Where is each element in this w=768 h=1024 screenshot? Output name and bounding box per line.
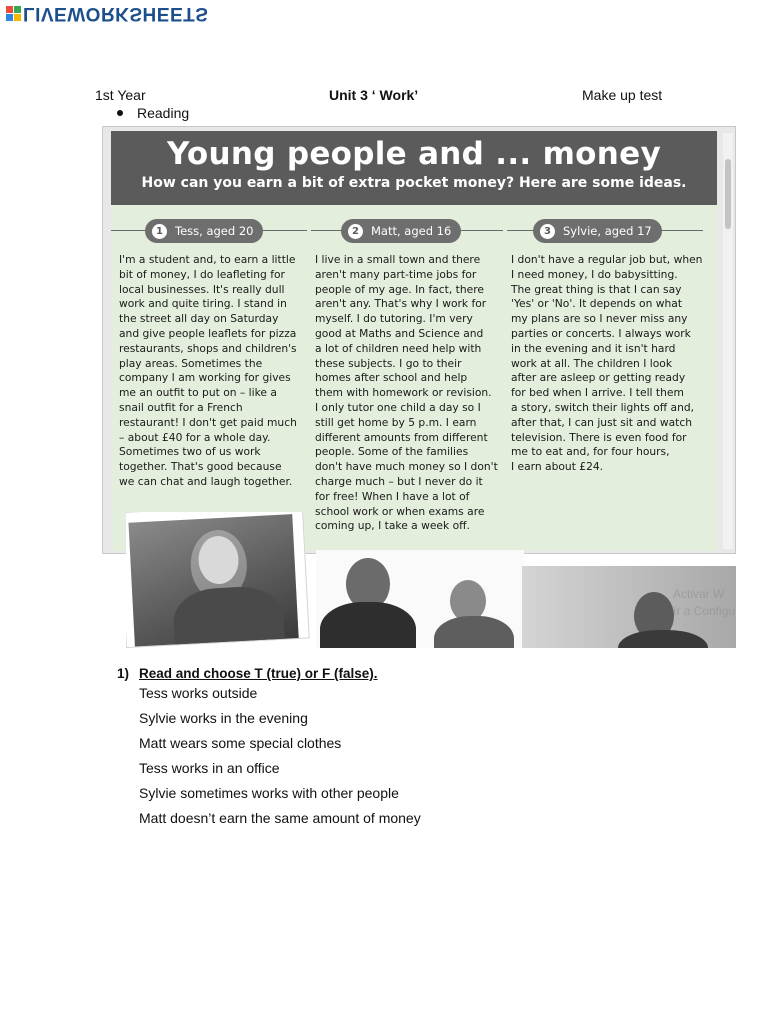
question-item: Sylvie sometimes works with other people bbox=[139, 785, 399, 801]
column-matt bbox=[315, 219, 505, 534]
person-body-shape bbox=[172, 585, 286, 647]
text-line: local businesses. It's really dull bbox=[119, 282, 285, 296]
liveworksheets-logo bbox=[6, 3, 208, 23]
question-item: Matt wears some special clothes bbox=[139, 735, 342, 751]
photo-matt bbox=[316, 550, 524, 648]
text-line: aren't many part-time jobs for bbox=[315, 267, 477, 281]
text-line: homes after school and help bbox=[315, 371, 468, 385]
logo-block-blue bbox=[6, 14, 13, 21]
text-line: after that, I can just sit and watch bbox=[511, 415, 692, 429]
text-line: I live in a small town and there bbox=[315, 253, 481, 266]
text-line: school work or when exams are bbox=[315, 504, 485, 518]
column-text bbox=[119, 253, 309, 490]
person-name: Sylvie, aged 17 bbox=[563, 224, 652, 238]
panel-scrollbar[interactable] bbox=[723, 133, 733, 549]
text-line: work and quite tiring. I stand in bbox=[119, 297, 287, 311]
logo-block-red bbox=[6, 6, 13, 13]
text-line: The great thing is that I can say bbox=[511, 282, 682, 296]
question-list bbox=[139, 686, 421, 836]
text-line: I don't have a regular job but, when bbox=[511, 253, 703, 266]
photo-tess bbox=[126, 512, 310, 648]
text-line: a story, switch their lights off and, bbox=[511, 400, 695, 414]
question-item: Sylvie works in the evening bbox=[139, 710, 308, 726]
text-line: we can chat and laugh together. bbox=[119, 474, 293, 488]
text-line: charge much – but I never do it bbox=[315, 474, 483, 488]
column-header bbox=[119, 219, 309, 243]
question-item: Tess works in an office bbox=[139, 760, 280, 776]
text-line: 'Yes' or 'No'. It depends on what bbox=[511, 297, 683, 311]
scrollbar-thumb[interactable] bbox=[725, 159, 731, 229]
logo-blocks-icon bbox=[6, 6, 21, 21]
text-line: I only tutor one child a day so I bbox=[315, 400, 481, 414]
text-line: for bed when I arrive. I tell them bbox=[511, 386, 684, 400]
text-line: coming up, I take a week off. bbox=[315, 519, 470, 533]
watermark-line: Activar W bbox=[673, 587, 725, 601]
section-label: Reading bbox=[137, 105, 190, 121]
logo-block-yellow bbox=[14, 14, 21, 21]
text-line: Sometimes two of us work bbox=[119, 445, 261, 459]
question-number: 1) bbox=[117, 666, 130, 681]
photo-strip bbox=[126, 512, 736, 648]
column-text bbox=[315, 253, 505, 534]
text-line: restaurants, shops and children's bbox=[119, 341, 297, 355]
text-line: – about £40 for a whole day. bbox=[119, 430, 271, 444]
person-label-pill bbox=[145, 219, 263, 243]
text-line: me to eat and, for four hours, bbox=[511, 445, 670, 459]
article-body bbox=[111, 131, 717, 551]
text-line: play areas. Sometimes the bbox=[119, 356, 263, 370]
text-line: I need money, I do babysitting. bbox=[511, 267, 678, 281]
activation-watermark bbox=[673, 586, 735, 620]
text-line: snail outfit for a French bbox=[119, 400, 243, 414]
logo-block-green bbox=[14, 6, 21, 13]
number-badge: 3 bbox=[540, 224, 555, 239]
column-tess bbox=[119, 219, 309, 490]
logo-text: LIVEWORKSHEETS bbox=[23, 3, 209, 24]
article-subtitle: How can you earn a bit of extra pocket money? Here are some ideas. bbox=[141, 175, 687, 191]
person-label-pill bbox=[533, 219, 662, 243]
person-name: Tess, aged 20 bbox=[175, 224, 254, 238]
text-line: good at Maths and Science and bbox=[315, 326, 484, 340]
text-line: aren't any. That's why I work for bbox=[315, 297, 487, 311]
text-line: my plans are so I never miss any bbox=[511, 312, 688, 326]
text-line: them with homework or revision. bbox=[315, 386, 492, 400]
person-label-pill bbox=[341, 219, 461, 243]
question-heading bbox=[117, 666, 378, 681]
text-line: company I am working for gives bbox=[119, 371, 291, 385]
article-title: Young people and ... money bbox=[167, 136, 661, 172]
text-line: I'm a student and, to earn a little bbox=[119, 253, 296, 266]
person-name: Matt, aged 16 bbox=[371, 224, 452, 238]
bullet-icon bbox=[117, 110, 123, 116]
text-line: together. That's good because bbox=[119, 460, 282, 474]
text-line: these subjects. I go to their bbox=[315, 356, 462, 370]
header-test-type: Make up test bbox=[582, 87, 663, 103]
text-line: for free! When I have a lot of bbox=[315, 489, 470, 503]
article-banner bbox=[111, 131, 717, 205]
photo-tess-image bbox=[128, 514, 298, 646]
person-body-shape bbox=[320, 602, 416, 648]
question-item: Matt doesn’t earn the same amount of money bbox=[139, 810, 421, 826]
text-line: still get home by 5 p.m. I earn bbox=[315, 415, 477, 429]
person-body-shape bbox=[618, 630, 708, 648]
question-item: Tess works outside bbox=[139, 685, 258, 701]
worksheet-header bbox=[0, 87, 768, 105]
text-line: bit of money, I do leafleting for bbox=[119, 267, 285, 281]
person-body-shape bbox=[434, 616, 514, 648]
text-line: myself. I do tutoring. I'm very bbox=[315, 312, 473, 326]
text-line: I earn about £24. bbox=[511, 460, 604, 474]
text-line: don't have much money so I don't bbox=[315, 460, 498, 474]
number-badge: 2 bbox=[348, 224, 363, 239]
header-unit-title: Unit 3 ‘ Work’ bbox=[329, 87, 419, 103]
text-line: people of my age. In fact, there bbox=[315, 282, 484, 296]
text-line: work at all. The children I look bbox=[511, 356, 673, 370]
column-header bbox=[315, 219, 505, 243]
column-header bbox=[511, 219, 711, 243]
text-line: and give people leaflets for pizza bbox=[119, 326, 297, 340]
watermark-line: Ir a Configu bbox=[673, 604, 736, 618]
number-badge: 1 bbox=[152, 224, 167, 239]
text-line: in the evening and it isn't hard bbox=[511, 341, 676, 355]
text-line: restaurant! I don't get paid much bbox=[119, 415, 297, 429]
text-line: parties or concerts. I always work bbox=[511, 326, 691, 340]
text-line: people. Some of the families bbox=[315, 445, 469, 459]
article-panel bbox=[102, 126, 736, 554]
text-line: television. There is even food for bbox=[511, 430, 687, 444]
text-line: a lot of children need help with bbox=[315, 341, 482, 355]
column-sylvie bbox=[511, 219, 711, 475]
question-instruction: Read and choose T (true) or F (false). bbox=[139, 666, 378, 681]
section-reading bbox=[117, 105, 189, 121]
column-text bbox=[511, 253, 711, 475]
text-line: me an outfit to put on – like a bbox=[119, 386, 277, 400]
header-year: 1st Year bbox=[95, 87, 146, 103]
text-line: the street all day on Saturday bbox=[119, 312, 279, 326]
text-line: different amounts from different bbox=[315, 430, 488, 444]
text-line: after are asleep or getting ready bbox=[511, 371, 686, 385]
